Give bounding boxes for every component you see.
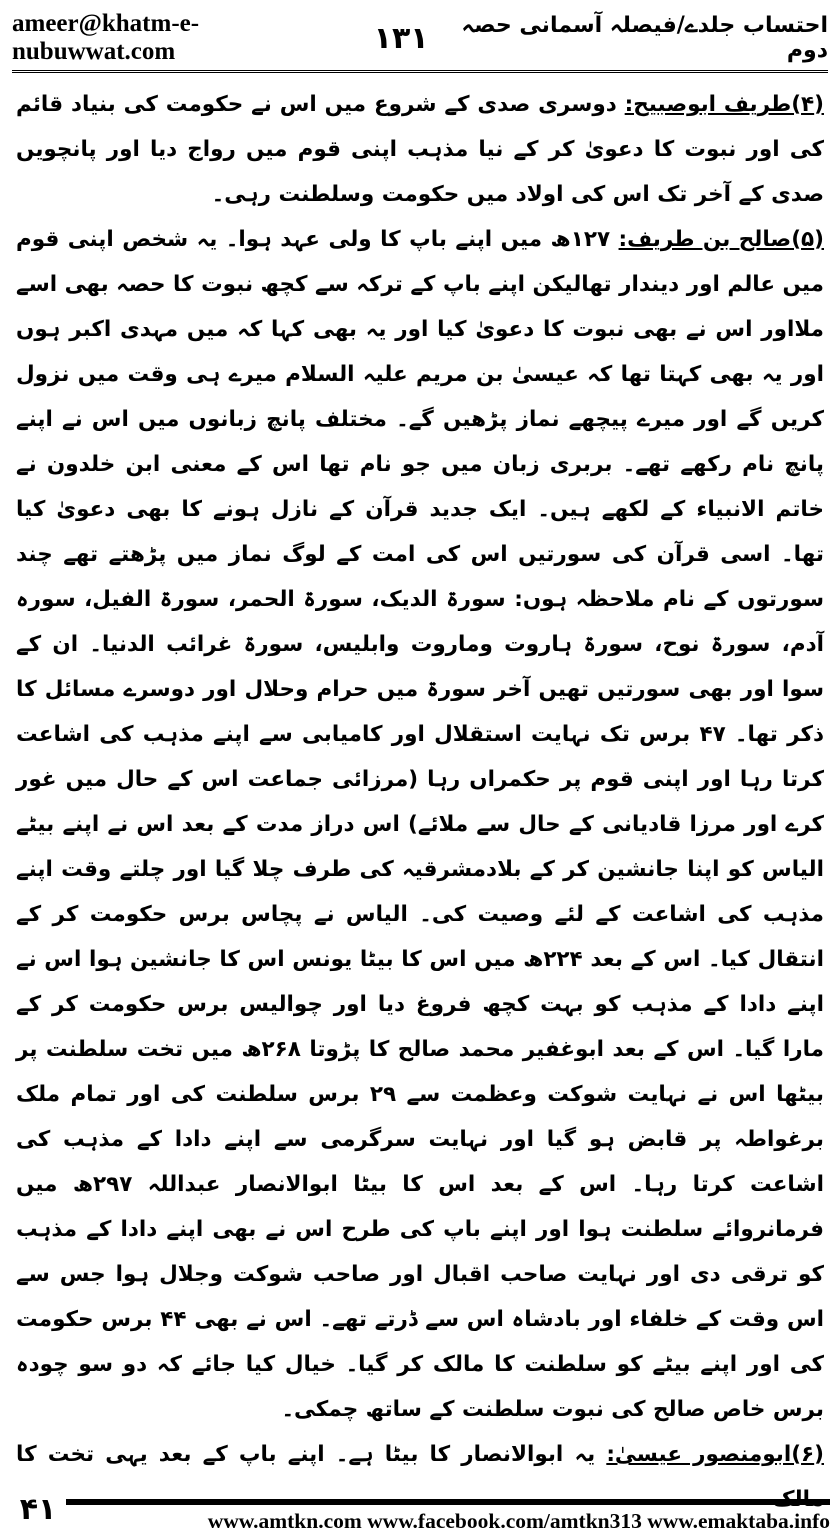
page-footer: [10, 1478, 830, 1534]
paragraph-salih: [16, 217, 824, 1432]
section-heading: (۶)ابومنصور عیسیٰ:: [606, 1442, 824, 1467]
section-heading: (۴)طریف ابوصبیح:: [624, 92, 824, 117]
paragraph-text: دوسری صدی کے شروع میں اس نے حکومت کی بنیاد قائم کی اور نبوت کا دعویٰ کر کے نیا مذہب اپنی قوم میں رواج دیا اور پانچویں صدی کے آخر تک اس کی اولاد میں حکومت وسلطنت رہی۔: [16, 92, 824, 207]
footer-page-number: ۴۱: [19, 1492, 57, 1527]
footer-links: www.amtkn.com www.facebook.com/amtkn313 www.emaktaba.info: [66, 1499, 830, 1534]
header-page-number: ۱۳۱: [373, 20, 429, 56]
page-header: [12, 6, 828, 73]
paragraph-tarif: [16, 82, 824, 217]
section-heading: (۵)صالح بن طریف:: [618, 227, 824, 252]
paragraph-text: یہ ابوالانصار کا بیٹا ہے۔ اپنے باپ کے بعد یہی تخت کا مالک: [16, 1442, 824, 1512]
header-left: [12, 10, 429, 66]
paragraph-text: ۱۲۷ھ میں اپنے باپ کا ولی عہد ہوا۔ یہ شخص اپنی قوم میں عالم اور دیندار تھالیکن اپنے باپ کے ترکہ سے کچھ نبوت کا حصہ بھی اسے ملااور اس نے بھی نبوت کا دعویٰ کیا اور یہ بھی کہا کہ میں مہدی اکبر ہوں اور یہ بھی کہتا تھا کہ عیسیٰ بن مریم علیہ السلام میرے ہی وقت میں نزول کریں گے اور میرے پیچھے نماز پڑھیں گے۔ مختلف پانچ زبانوں میں اس نے اپنے پانچ نام رکھے تھے۔ بربری زبان میں جو نام تھا اس کے معنی ابن خلدون نے خاتم الانبیاء کے لکھے ہیں۔ ایک جدید قرآن کے نازل ہونے کا بھی دعویٰ کیا تھا۔ اسی قرآن کی سورتیں اس کی امت کے لوگ نماز میں پڑھتے تھے چند سورتوں کے نام ملاحظہ ہوں: سورۃ الدیک، سورۃ الحمر، سورۃ الفیل، سورہ آدم، سورۃ نوح، سورۃ ہاروت وماروت وابلیس، سورۃ غرائب الدنیا۔ ان کے سوا اور بھی سورتیں تھیں آخر سورۃ میں حرام وحلال اور دوسرے مسائل کا ذکر تھا۔ ۴۷ برس تک نہایت استقلال اور کامیابی سے اپنے مذہب کی اشاعت کرتا رہا اور اپنی قوم پر حکمراں رہا (مرزائی جماعت اس کے حال میں غور کرے اور مرزا قادیانی کے حال سے ملائے) اس دراز مدت کے بعد اس نے اپنے بیٹے الیاس کو اپنا جانشین کر کے بلادمشرقیہ کی طرف چلا گیا اور چلتے وقت اپنے مذہب کی اشاعت کے لئے وصیت کی۔ الیاس نے پچاس برس حکومت کر کے انتقال کیا۔ اس کے بعد ۲۲۴ھ میں اس کا بیٹا یونس اس کا جانشین ہوا اس نے اپنے دادا کے مذہب کو بہت کچھ فروغ دیا اور چوالیس برس حکومت کر کے مارا گیا۔ اس کے بعد ابوغفیر محمد صالح کا پڑوتا ۲۶۸ھ میں تخت سلطنت پر بیٹھا اس نے نہایت شوکت وعظمت سے ۲۹ برس سلطنت کی اور تمام ملک برغواطہ پر قابض ہو گیا اور نہایت سرگرمی سے اپنے دادا کے مذہب کی اشاعت کرتا رہا۔ اس کے بعد اس کا بیٹا ابوالانصار عبداللہ ۲۹۷ھ میں فرمانروائے سلطنت ہوا اور اپنے باپ کی طرح اس نے بھی اپنے دادا کے مذہب کو ترقی دی اور نہایت صاحب اقبال اور صاحب شوکت وجلال ہوا جس سے اس وقت کے خلفاء اور بادشاہ اس سے ڈرتے تھے۔ اس نے بھی ۴۴ برس حکومت کی اور اپنے بیٹے کو سلطنت کا مالک کر گیا۔ خیال کیا جائے کہ دو سو چودہ برس خاص صالح کی نبوت سلطنت کے ساتھ چمکی۔: [16, 227, 825, 1422]
header-email: ameer@khatm-e-nubuwwat.com: [12, 10, 200, 65]
book-title: احتساب جلدے/فیصلہ آسمانی حصہ دوم: [461, 13, 828, 63]
